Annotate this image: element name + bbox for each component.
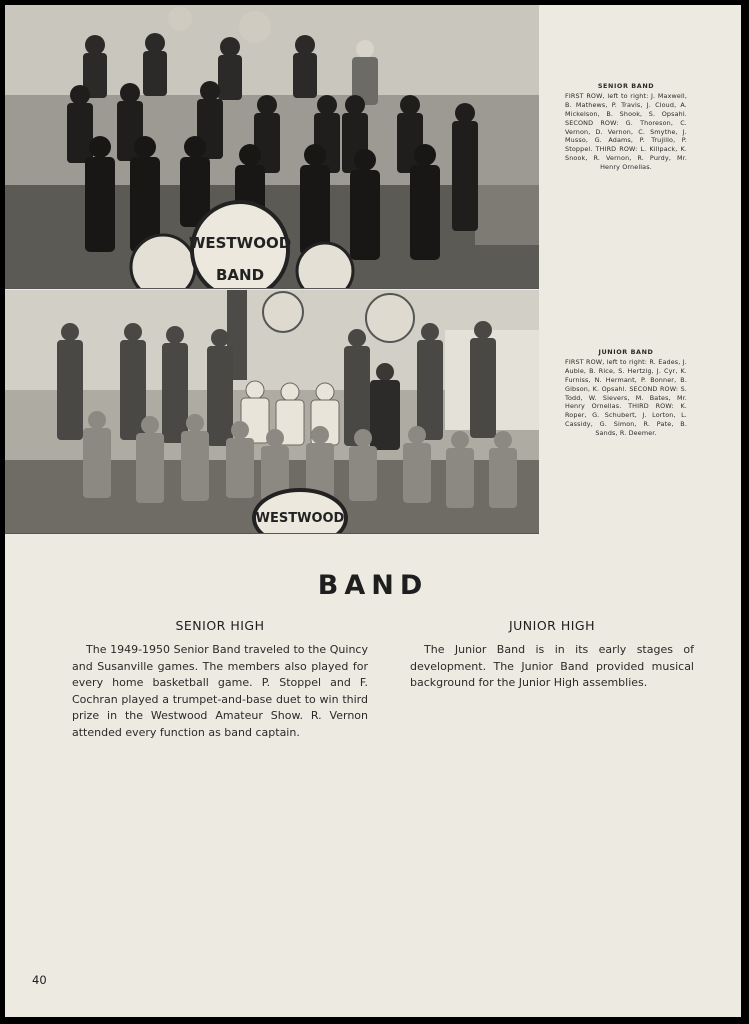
junior-band-caption-names: FIRST ROW, left to right: R. Eades, J. Auble, B. Rice, S. Hertzig, J. Cyr, K. Furniss, N. Hermant, P. Bonner, B. Gibson, K. Opsahl. SECOND ROW: S. Todd, W. Sievers, M. Bates, Mr. Henry Ornellas. THIRD ROW: K. Roper, G. Schubert, J. Lorton, L. Cassidy, G. Simon, R. Pate, B. Sands, R. Deemer. [565, 357, 687, 438]
junior-high-heading: JUNIOR HIGH [508, 618, 596, 633]
junior-band-caption [565, 348, 687, 438]
senior-drum-text-westwood: WESTWOOD [188, 234, 292, 252]
junior-band-caption-title: JUNIOR BAND [598, 348, 654, 356]
senior-band-photo-illustration [5, 5, 539, 288]
junior-drum-text-westwood: WESTWOOD [255, 511, 345, 526]
junior-band-photo-illustration [5, 290, 539, 533]
senior-high-body: The 1949-1950 Senior Band traveled to the Quincy and Susanville games. The members also played for every home basketball game. P. Stoppel and F. Cochran played a trumpet-and-base duet to win third prize in the Westwood Amateur Show. R. Vernon attended every function as band captain. [72, 643, 368, 739]
senior-high-section [72, 618, 368, 741]
senior-band-caption-title: SENIOR BAND [597, 82, 655, 90]
junior-high-section [410, 618, 694, 692]
senior-band-caption-names: FIRST ROW, left to right: J. Maxwell, B. Mathews, P. Travis, J. Cloud, A. Mickelson, B. Shook, S. Opsahl. SECOND ROW: G. Thoreson, C. Vernon, D. Vernon, C. Smythe, J. Musso, G. Adams, P. Trujillo, P. Stoppel. THIRD ROW: L. Killpack, K. Snook, R. Vernon, R. Purdy, Mr. Henry Ornellas. [565, 91, 687, 172]
page-number: 40 [32, 973, 47, 987]
junior-band-photo [5, 290, 539, 534]
senior-drum-text-band: BAND [215, 266, 265, 284]
page-title: BAND [317, 570, 429, 601]
yearbook-page [5, 5, 741, 1017]
senior-band-photo [5, 5, 539, 289]
senior-high-heading: SENIOR HIGH [175, 618, 265, 633]
senior-band-caption [565, 82, 687, 172]
junior-high-body: The Junior Band is in its early stages of development. The Junior Band provided musical background for the Junior High assemblies. [410, 643, 694, 689]
